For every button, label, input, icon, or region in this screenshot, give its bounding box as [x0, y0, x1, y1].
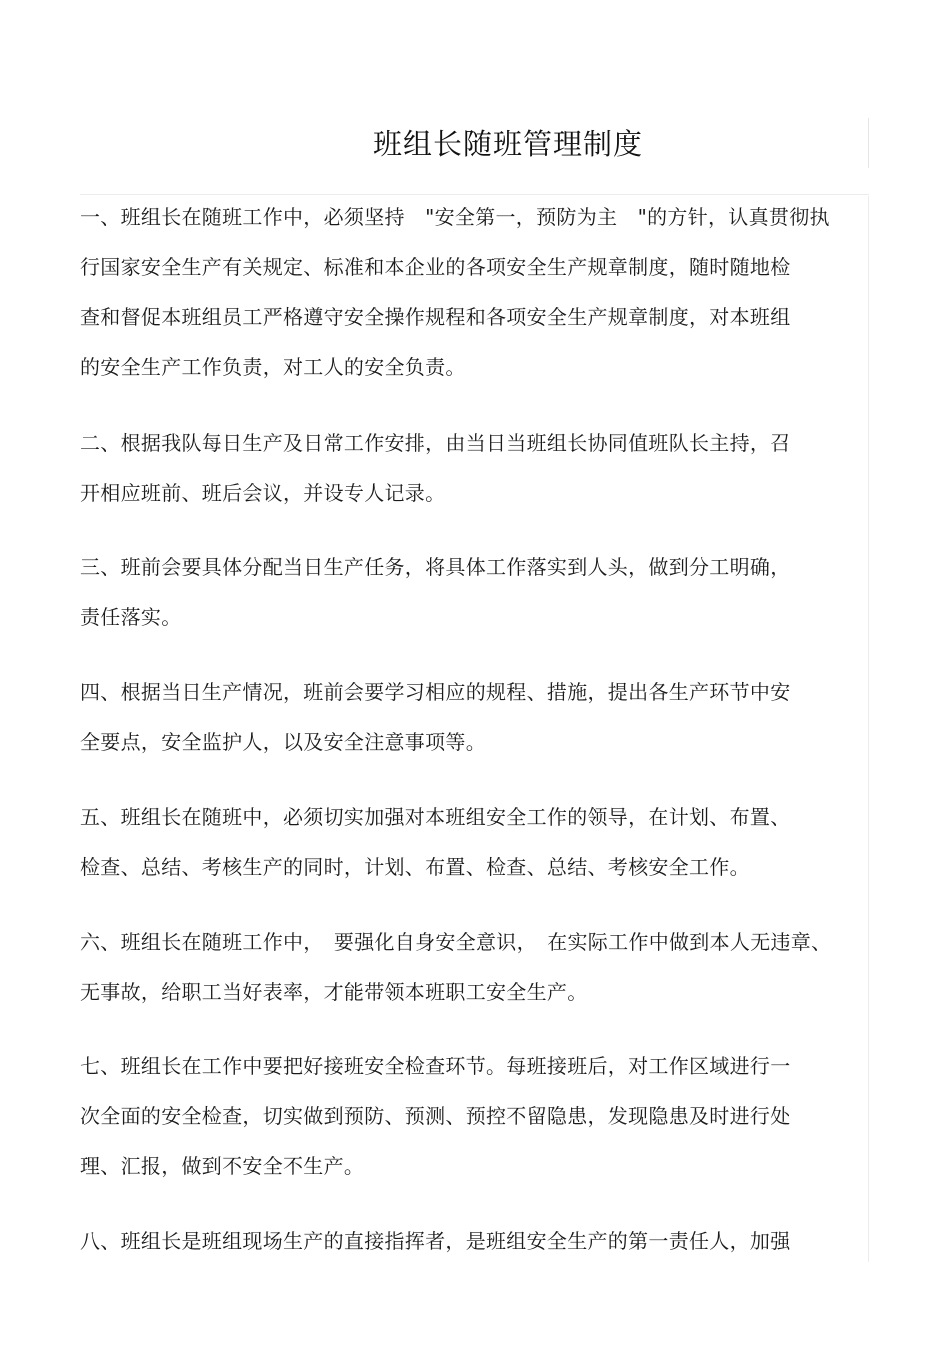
paragraph-4 — [80, 667, 870, 767]
paragraph-6 — [80, 917, 870, 1017]
title-divider — [868, 118, 869, 168]
paragraph-3 — [80, 542, 870, 642]
paragraph-line: 七、班组长在工作中要把好接班安全检查环节。每班接班后，对工作区域进行一 — [80, 1054, 791, 1078]
paragraph-line: 次全面的安全检查，切实做到预防、预测、预控不留隐患，发现隐患及时进行处 — [80, 1104, 791, 1128]
paragraph-line: 行国家安全生产有关规定、标准和本企业的各项安全生产规章制度，随时随地检 — [80, 255, 791, 279]
paragraph-5 — [80, 792, 870, 892]
paragraph-line: 理、汇报，做到不安全不生产。 — [80, 1154, 365, 1178]
paragraph-line: 一、班组长在随班工作中，必须坚持 "安全第一，预防为主 "的方针，认真贯彻执 — [80, 205, 830, 229]
paragraph-line: 五、班组长在随班中，必须切实加强对本班组安全工作的领导，在计划、布置、 — [80, 805, 791, 829]
paragraph-line: 查和督促本班组员工严格遵守安全操作规程和各项安全生产规章制度，对本班组 — [80, 305, 791, 329]
paragraph-line: 责任落实。 — [80, 605, 182, 629]
paragraph-line: 的安全生产工作负责，对工人的安全负责。 — [80, 355, 466, 379]
paragraph-1 — [80, 192, 870, 392]
paragraph-8 — [80, 1216, 870, 1266]
document-title: 班组长随班管理制度 — [373, 127, 644, 161]
paragraph-2 — [80, 418, 870, 518]
paragraph-line: 检查、总结、考核生产的同时，计划、布置、检查、总结、考核安全工作。 — [80, 855, 750, 879]
paragraph-7 — [80, 1041, 870, 1191]
paragraph-line: 无事故，给职工当好表率，才能带领本班职工安全生产。 — [80, 980, 588, 1004]
paragraph-line: 八、班组长是班组现场生产的直接指挥者，是班组安全生产的第一责任人，加强 — [80, 1229, 791, 1253]
paragraph-line: 全要点，安全监护人，以及安全注意事项等。 — [80, 730, 486, 754]
paragraph-line: 四、根据当日生产情况，班前会要学习相应的规程、措施，提出各生产环节中安 — [80, 680, 791, 704]
paragraph-line: 二、根据我队每日生产及日常工作安排，由当日当班组长协同值班队长主持，召 — [80, 431, 791, 455]
paragraph-line: 开相应班前、班后会议，并设专人记录。 — [80, 481, 446, 505]
paragraph-line: 六、班组长在随班工作中， 要强化自身安全意识， 在实际工作中做到本人无违章、 — [80, 930, 832, 954]
paragraph-line: 三、班前会要具体分配当日生产任务，将具体工作落实到人头，做到分工明确， — [80, 555, 791, 579]
